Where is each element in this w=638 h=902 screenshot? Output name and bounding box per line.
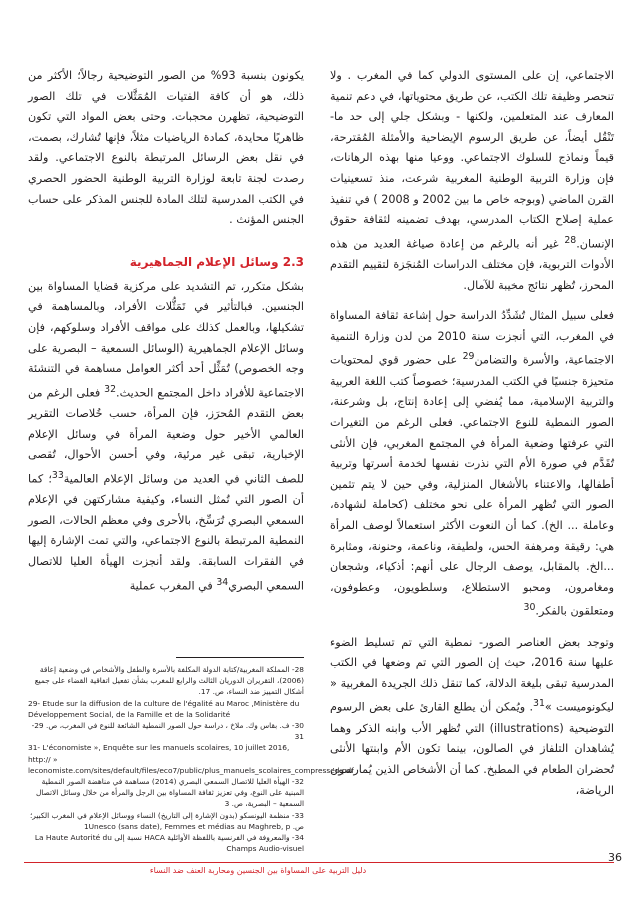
right-paragraph-3: وتوجد بعض العناصر الصور- نمطية التي تم تسليط الضوء عليها سنة 2016، حيث إن الصور التي تم وضعها في الكتب المدرسية تبقى بليغة الدلالة، كما تنقل ذلك الجريدة المغربية « ليكونوميست »$^{31}$. ويُمكن أن يطلع القارئ على بعض الرسوم التوضيحية (illustrations) التي تُظهر الأب وابنه الذكر وهما يُشاهدان التلفاز في الصالون، بينما تكون الأم وابنتها الأنثى تُحضران الطعام في المطبخ. كما أن الأشخاص الذين يُمارسون الرياضة، [330, 635, 615, 797]
footnote-ref-32[interactable]: 32 [104, 383, 117, 395]
section-heading: 2.3 وسائل الإعلام الجماهيرية [129, 254, 304, 269]
right-paragraph-2: فعلى سبيل المثال تُشَدِّدُ الدراسة حول إشاعة ثقافة المساواة في المغرب، التي أنجزت سنة 2010 من لدن وزارة التنمية الاجتماعية، والأسرة والتضامن$^{29}$ على حضور قوي لمحتويات متحيزة جنسيًا في الكتب المدرسية؛ خصوصاً كتب اللغة العربية والتربية الإسلامية، مما يُفضي إلى إعادة إنتاج، بل وشرعنة، الصور النمطية للنوع الاجتماعي. فعلى الرغم من التغيرات التي عرفتها وضعية المرأة في المجتمع المغربي، فإن الأنثى تُقَدَّم في صورة الأم التي نذرت نفسها لخدمة أسرتها وتربية أطفالها، والاعتناء بالأشغال المنزلية، وفي حين لا يتم تثمين الصور التي تُظهر المرأة على نحو مختلف (كحاملة لشهادة، وعاملة ... الخ). كما أن النعوت الأكثر استعمالاً لوصف المرأة هي: رقيقة ومرهفة الحس، ولطيفة، وناعمة، وحنونة، ومثابرة ...الخ. بالمقابل، يوصف الرجال على أنهم: أذكياء، وشجعان ومغامرون، ومحبو الاستطلاع، وسلطويون، وعطوفون، ومتعلقون بالفكر.$^{30}$ [330, 309, 614, 619]
right-paragraph-1: الاجتماعي، إن على المستوى الدولي كما في المغرب . ولا تنحصر وظيفة تلك الكتب، عن طريق محتوياتها، في دعم تنمية المعارف عند المتعلمين، ولكنها - وبشكل جلي إلى حد ما- تَنْقُل أيضاً، عن طريق الرسوم الإيضاحية والأمثلة المُقترحة، قيماً ونماذج للسلوك الاجتماعي. ووعيا منها بهذه الرهانات، فإن وزارة التربية الوطنية المغربية شرعت، منذ تسعينيات القرن الماضي (وبوجه خاص ما بين 2002 و 2008 ) في تنفيذ عملية إصلاح الكتاب المدرسي، بهدف تضمينه لثقافة حقوق الإنسان.$^{28}$ غير أنه بالرغم من إعادة صياغة العديد من هذه الأدوات التربوية، فإن مختلف الدراسات المُنجَزة لتقييم التقدم المحرز، تُظهر نتائج مخيبة للآمال. [330, 69, 615, 292]
page-number: 36 [608, 851, 622, 864]
footnote-ref-29[interactable]: 29 [462, 351, 475, 363]
left-column [28, 66, 304, 603]
footnote-32: 32- الهيأة العليا للاتصال السمعي البصري (2014) مساهمة في مناهضة الصور النمطية المبنية على النوع، وفي تعزيز ثقافة المساواة بين الرجل والمرأة من خلال وسائل الاتصال السمعية – البصرية، ص. 3 [35, 777, 304, 809]
right-column [330, 66, 614, 807]
footnote-34: 34- والمعروفة في الفرنسية باللفظة الأوائلية HACA نسبة إلى La Haute Autorité du Champs Audio-visuel [34, 833, 304, 854]
footnote-ref-34[interactable]: 34 [216, 576, 229, 588]
footnote-divider [176, 657, 304, 658]
left-paragraph-1: يكونون بنسبة 93% من الصور التوضيحية رجالاً؛ الأكثر من ذلك، هو أن كافة الفتيات المُمَثَّلات في تلك الصور التوضيحية، تظهرن محجبات. وحتى بعض المواد التي تكون ظاهريًا محايدة، كمادة الرياضيات مثلاً، فإنها تُشارك، بصمت، في نقل بعض الرسائل المرتبطة بالنوع الاجتماعي. ولقد رصدت لجنة تابعة لوزارة التربية الوطنية الحضور الحصري في الكتب المدرسية لتلك المادة للجنس المذكر على حساب الجنس المؤنث . [28, 69, 304, 227]
footer-divider [24, 862, 614, 863]
footnote-31: 31- L'économiste », Enquête sur les manuels scolaires, 10 juillet 2016, http:// » leconomiste.com/sites/default/files/eco7/public/plus_manuels_scolaires_compressed.pdf [28, 743, 354, 775]
footnote-ref-33[interactable]: 33 [51, 469, 64, 481]
footer-title: دليل التربية على المساواة بين الجنسين ومحاربة العنف ضد النساء [149, 866, 367, 875]
footnote-28: 28- المملكة المغربية/كتابة الدولة المكلفة بالأسرة والطفل والأشخاص في وضعية إعاقة (2006)، التقريران الدوريان الثالث والرابع للمغرب بشأن تفعيل اتفاقية القضاء على جميع أشكال التمييز ضد النساء، ص. 17. [34, 665, 304, 697]
footnote-ref-30[interactable]: 30 [523, 602, 536, 614]
footnote-ref-28[interactable]: 28 [564, 234, 577, 246]
left-paragraph-2: بشكل متكرر، تم التشديد على مركزية قضايا المساواة بين الجنسين. فبالتأثير في تَمَثُّلات الأفراد، وبالمساهمة في تشكيلها، وبالعمل كذلك على مواقف الأفراد وسلوكهم، فإن وسائل الإعلام الجماهيرية (الوسائل السمعية – البصرية على وجه الخصوص) تُمَثِّل أحد أكثر العوامل مساهمة في التنشئة الاجتماعية للأفراد داخل المجتمع الحديث.$^{32}$ فعلى الرغم من بعض التقدم المُحرَز، فإن المرأة، حسب خُلاصات التقرير العالمي الأخير حول وضعية المرأة في وسائل الإعلام الإخبارية، تبقى غير مرئية، وفي أحسن الأحوال، تُقصى للصف الثاني في العديد من وسائل الإعلام العالمية$^{33}$؛ كما أن الصور التي تُمثل النساء، وكيفية مشاركتهن في الإعلام السمعي البصري تُرَسِّخ، بالأحرى وفي معظم الحالات، الصور النمطية المرتبطة بالنوع الاجتماعي، والتي تمت الإشارة إليها في الفقرات السابقة. ولقد أنجزت الهيأة العليا للاتصال السمعي البصري$^{34}$ في المغرب عملية [28, 279, 305, 593]
footnotes [28, 664, 354, 854]
footnote-ref-31[interactable]: 31 [533, 698, 545, 710]
footnote-30: 30- ف. بقاس وك. ملاخ ، دراسة حول الصور النمطية الشائعة للنوع في المغرب، ص. 29-31 [31, 721, 304, 742]
footnote-29: 29- Etude sur la diffusion de la culture de l'égalité au Maroc ,Ministère du Développement Social, de la Famille et de la Solidarité [28, 698, 300, 719]
footnote-33: 33- منظمة اليونسكو (بدون الإشارة إلى التاريخ) النساء ووسائل الإعلام في المغرب الكبير؛ ص. 1Unesco (sans date), Femmes et médias au Maghreb, p [29, 810, 304, 831]
